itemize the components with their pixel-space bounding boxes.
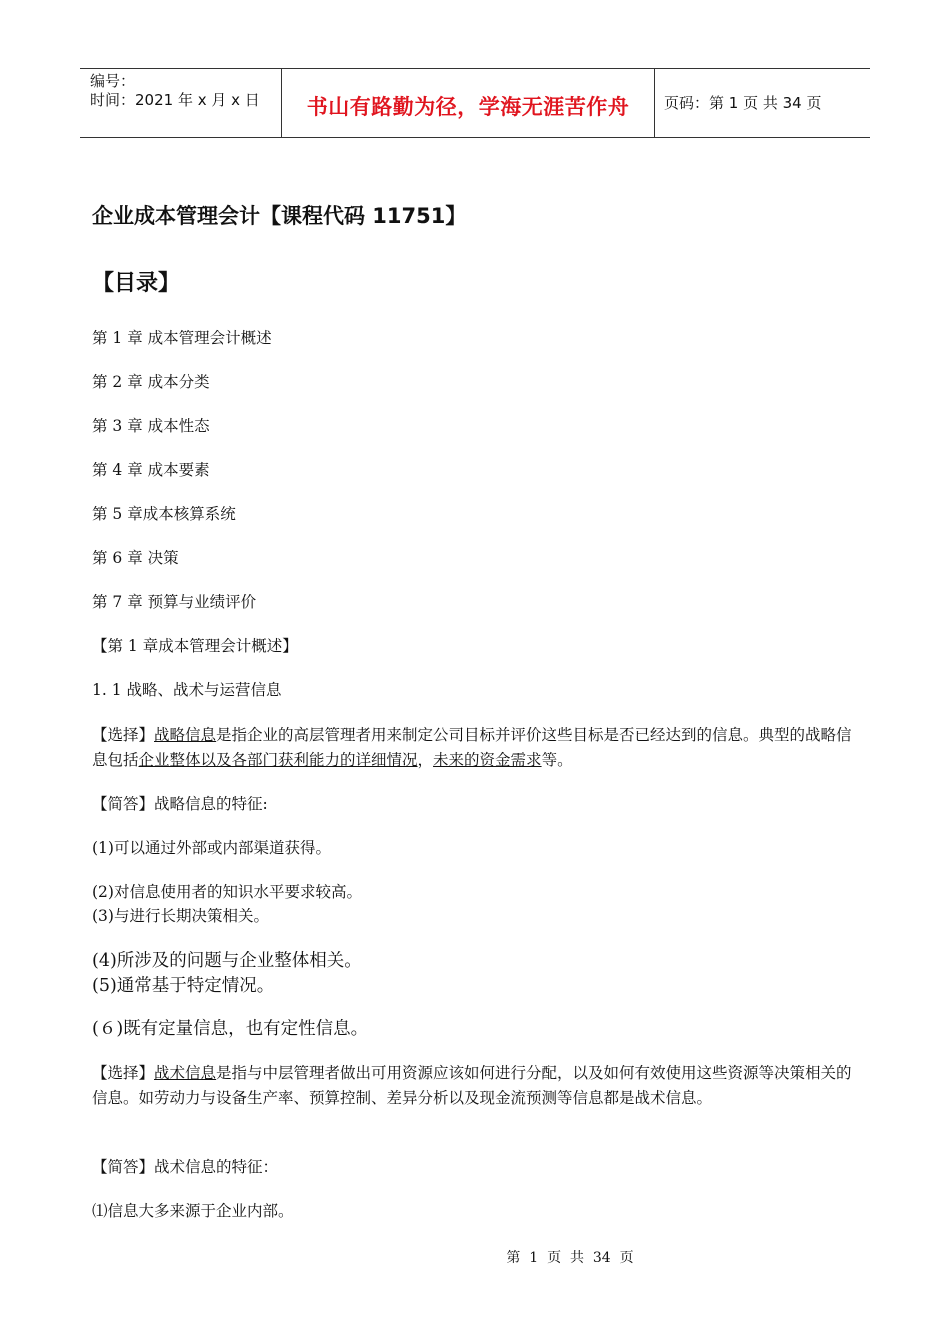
toc-item: 第 5 章成本核算系统 <box>92 505 236 523</box>
underlined-text: 企业整体以及各部门获利能力的详细情况 <box>138 751 418 769</box>
toc-item: 第 4 章 成本要素 <box>92 461 210 479</box>
tag: 【选择】 <box>92 1064 155 1082</box>
toc-item: 第 1 章 成本管理会计概述 <box>92 329 272 347</box>
feature-item: (3)与进行长期决策相关。 <box>92 907 269 925</box>
paragraph-text: ， <box>417 751 434 769</box>
header-motto-cell <box>282 69 655 137</box>
tactical-features-heading: 【简答】战术信息的特征： <box>92 1158 279 1176</box>
document-title: 企业成本管理会计【课程代码 11751】 <box>92 204 467 228</box>
term: 战略信息 <box>154 726 217 744</box>
page-info: 页码：第 1 页 共 34 页 <box>664 94 822 112</box>
term: 战术信息 <box>154 1064 217 1082</box>
tag: 【选择】 <box>92 726 155 744</box>
motto-text: 书山有路勤为径，学海无涯苦作舟 <box>306 95 630 119</box>
feature-item: (5)通常基于特定情况。 <box>92 976 275 996</box>
date-label: 时间：2021 年 x 月 x 日 <box>90 91 260 109</box>
toc-item: 第 2 章 成本分类 <box>92 373 210 391</box>
page-footer <box>0 1247 950 1267</box>
header-meta-cell <box>80 69 282 137</box>
toc-item: 第 6 章 决策 <box>92 549 179 567</box>
header-page-cell <box>656 69 870 137</box>
toc-item: 第 7 章 预算与业绩评价 <box>92 593 257 611</box>
footer-text: 第 1 页 共 34 页 <box>506 1250 634 1266</box>
feature-item: (６)既有定量信息，也有定性信息。 <box>92 1019 369 1039</box>
toc-heading: 【目录】 <box>92 271 181 296</box>
feature-item: (1)可以通过外部或内部渠道获得。 <box>92 839 331 857</box>
paragraph-text: 等。 <box>541 751 573 769</box>
paragraph-strategic-info <box>92 723 862 773</box>
paragraph-tactical-info <box>92 1061 862 1111</box>
feature-item: (2)对信息使用者的知识水平要求较高。 <box>92 883 362 901</box>
toc-item: 第 3 章 成本性态 <box>92 417 210 435</box>
paragraph-text: 是指企业的高层管理者用来制定公司目标并评价这些目标是否已经达到的信息。典型的战略信息包括 <box>92 726 852 769</box>
feature-item: ⑴信息大多来源于企业内部。 <box>92 1202 294 1220</box>
document-header-table <box>80 68 870 138</box>
strategic-features-heading: 【简答】战略信息的特征: <box>92 795 268 813</box>
feature-item: (4)所涉及的问题与企业整体相关。 <box>92 951 362 971</box>
underlined-text: 未来的资金需求 <box>433 751 542 769</box>
chapter-heading: 【第 1 章成本管理会计概述】 <box>92 637 298 655</box>
paragraph-text: 是指与中层管理者做出可用资源应该如何进行分配，以及如何有效使用这些资源等决策相关的信息。如劳动力与设备生产率、预算控制、差异分析以及现金流预测等信息都是战术信息。 <box>92 1064 852 1107</box>
section-heading: 1. 1 战略、战术与运营信息 <box>92 681 282 699</box>
code-label: 编号： <box>90 72 136 90</box>
